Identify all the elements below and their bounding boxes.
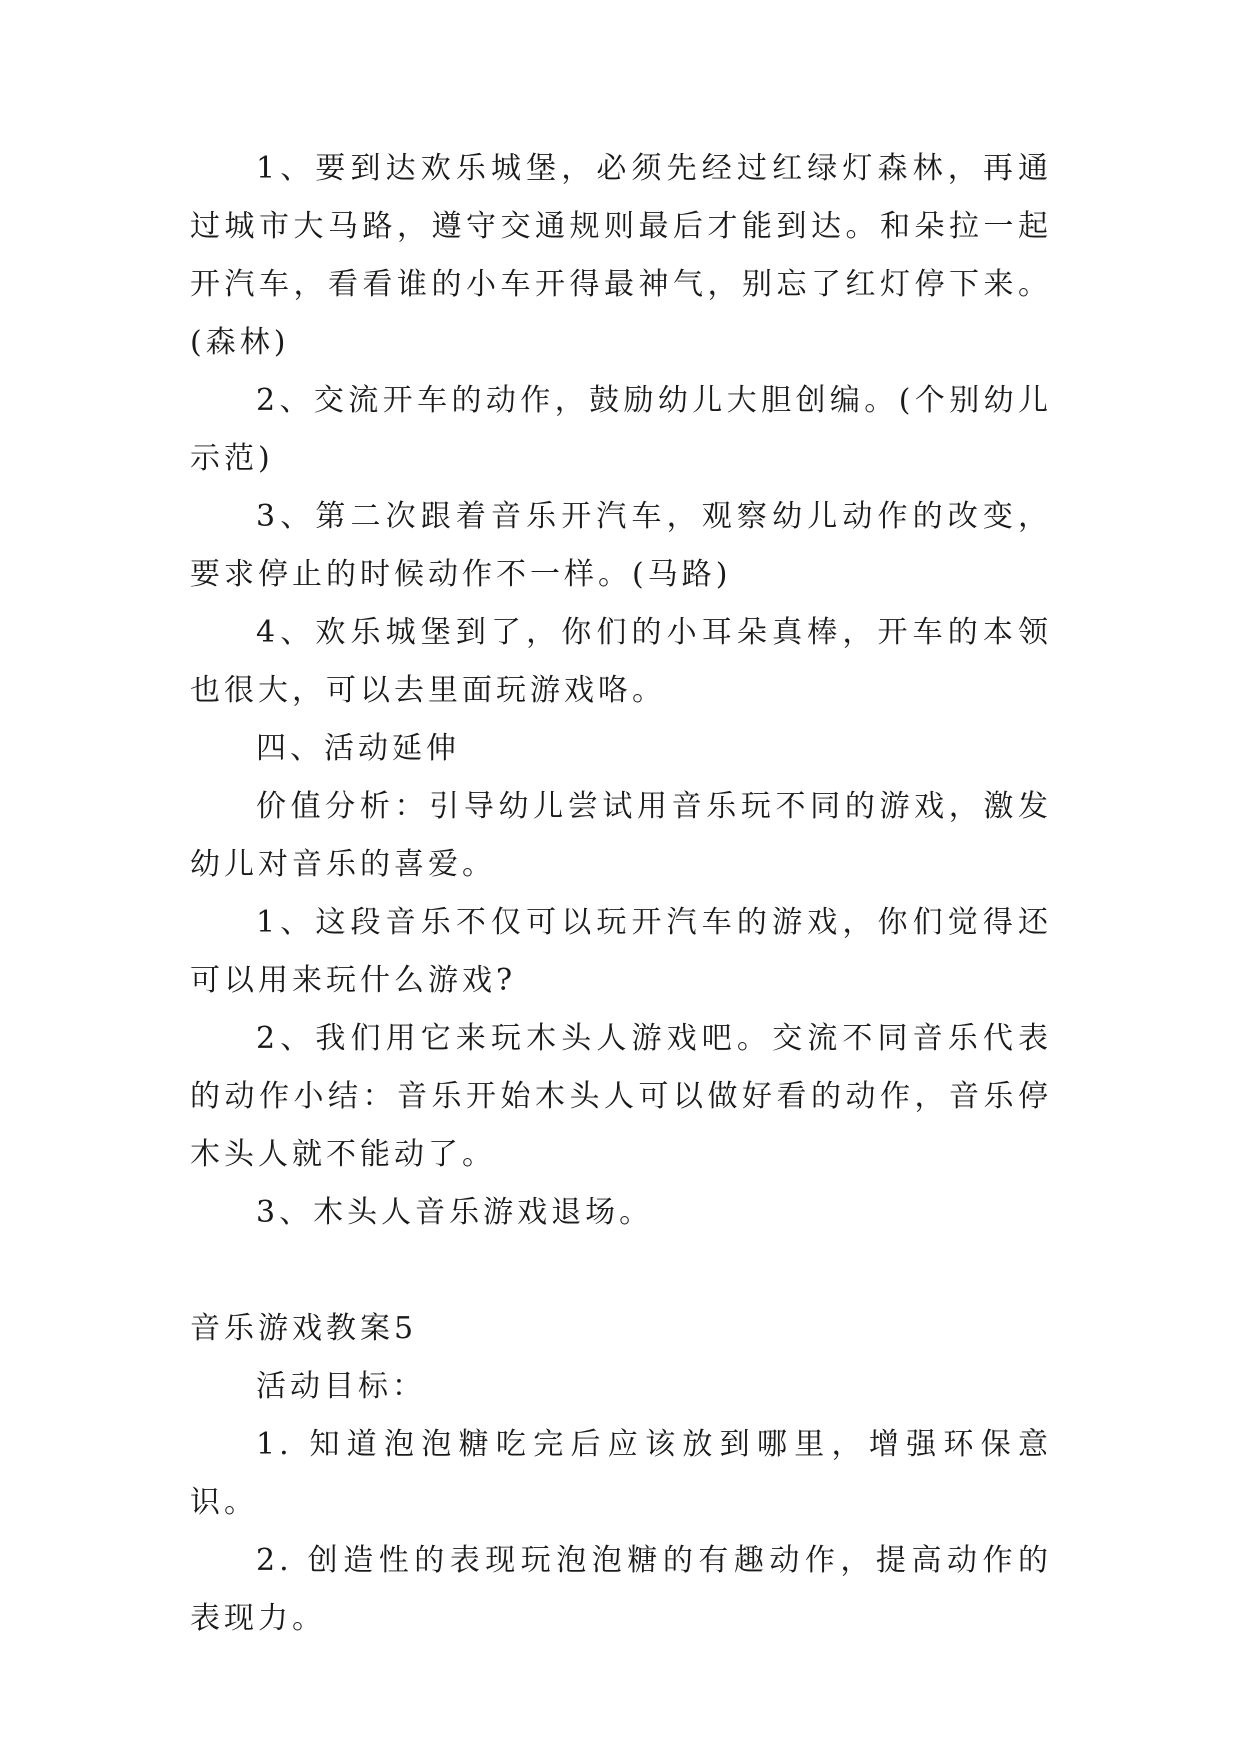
paragraph-exchange-driving: 2、交流开车的动作，鼓励幼儿大胆创编。(个别幼儿示范)	[190, 383, 1052, 476]
paragraph-forest: 1、要到达欢乐城堡，必须先经过红绿灯森林，再通过城市大马路，遵守交通规则最后才能到达。和朵拉一起开汽车，看看谁的小车开得最神气，别忘了红灯停下来。(森林)	[190, 151, 1052, 360]
goal-item-1: 1. 知道泡泡糖吃完后应该放到哪里，增强环保意识。	[190, 1427, 1052, 1520]
paragraph-exit: 3、木头人音乐游戏退场。	[256, 1195, 654, 1230]
goal-item-2: 2. 创造性的表现玩泡泡糖的有趣动作，提高动作的表现力。	[190, 1543, 1052, 1636]
paragraph-value-analysis: 价值分析：引导幼儿尝试用音乐玩不同的游戏，激发幼儿对音乐的喜爱。	[190, 789, 1052, 882]
paragraph-second-drive: 3、第二次跟着音乐开汽车，观察幼儿动作的改变，要求停止的时候动作不一样。(马路)	[190, 499, 1052, 592]
section-title: 音乐游戏教案5	[190, 1311, 418, 1346]
paragraph-other-games: 1、这段音乐不仅可以玩开汽车的游戏，你们觉得还可以用来玩什么游戏?	[190, 905, 1052, 998]
heading-activity-extension: 四、活动延伸	[256, 731, 460, 766]
paragraph-wooden-man: 2、我们用它来玩木头人游戏吧。交流不同音乐代表的动作小结：音乐开始木头人可以做好看的动作，音乐停木头人就不能动了。	[190, 1021, 1052, 1172]
section-gap	[190, 1242, 1052, 1300]
paragraph-castle-arrived: 4、欢乐城堡到了，你们的小耳朵真棒，开车的本领也很大，可以去里面玩游戏咯。	[190, 615, 1052, 708]
document-body	[190, 140, 1052, 1648]
heading-activity-goals: 活动目标：	[256, 1369, 426, 1404]
